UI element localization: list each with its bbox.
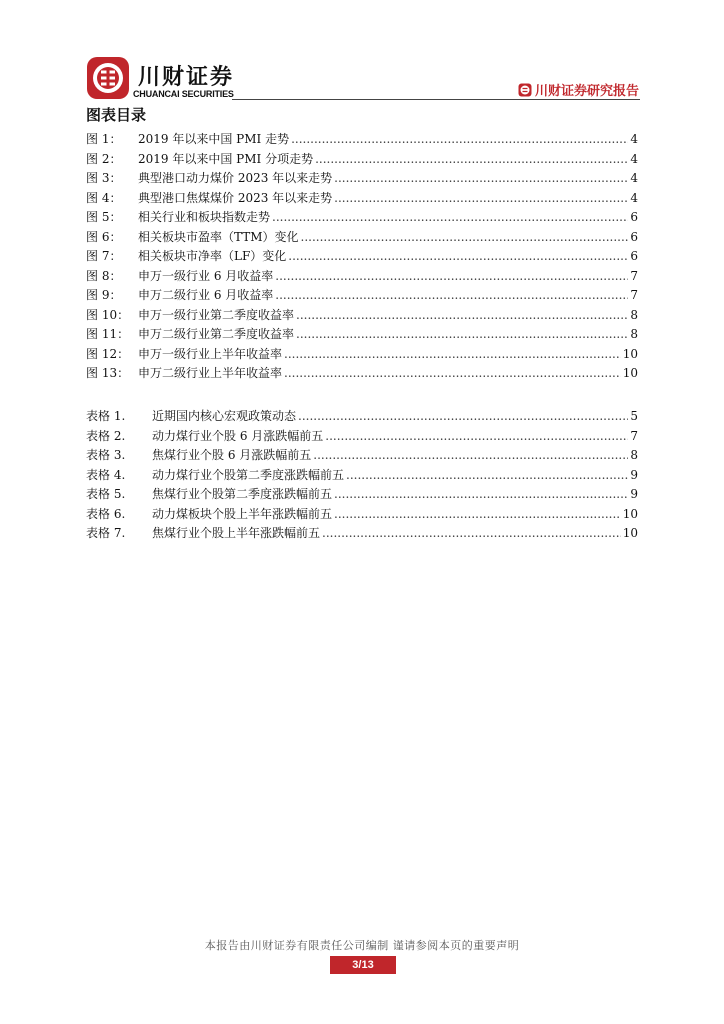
page-number: 4: [630, 132, 638, 146]
page-number: 6: [630, 210, 638, 224]
page-number: 4: [630, 171, 638, 185]
dot-leader: [275, 267, 628, 285]
figure-toc-entry[interactable]: [86, 228, 638, 246]
figure-title: 申万二级行业第二季度收益率: [138, 327, 295, 341]
dot-leader: [284, 364, 621, 382]
page-number: 9: [630, 467, 638, 482]
figure-title: 2019 年以来中国 PMI 走势: [138, 132, 290, 146]
figure-toc-entry[interactable]: [86, 364, 638, 382]
figure-toc-entry[interactable]: [86, 325, 638, 343]
figure-title: 申万一级行业第二季度收益率: [138, 307, 295, 322]
report-label-text: 川财证券研究报告: [534, 84, 639, 99]
page-number: 10: [622, 366, 638, 380]
table-toc-entry[interactable]: [86, 427, 638, 445]
figure-title: 申万一级行业 6 月收益率: [138, 268, 274, 283]
figure-number: 图 4：: [86, 190, 122, 205]
table-title: 近期国内核心宏观政策动态: [152, 409, 297, 423]
dot-leader: [313, 446, 628, 464]
table-number: 表格 7.: [86, 526, 126, 540]
dot-leader: [334, 169, 628, 187]
figure-number: 图 6：: [86, 229, 122, 244]
brand-name-cn: 川财证券: [138, 65, 235, 90]
table-title: 焦煤行业个股第二季度涨跌幅前五: [152, 487, 333, 501]
dot-leader: [301, 228, 628, 246]
page-number: 4: [630, 190, 638, 205]
dot-leader: [315, 150, 628, 168]
figure-toc-entry[interactable]: [86, 286, 638, 304]
page-number: 7: [630, 428, 638, 443]
figure-title: 相关行业和板块指数走势: [138, 210, 271, 224]
figure-title: 申万二级行业 6 月收益率: [138, 288, 274, 302]
chuancai-mini-logo-icon: [518, 83, 532, 97]
figure-title: 典型港口动力煤价 2023 年以来走势: [138, 171, 333, 185]
dot-leader: [334, 505, 621, 523]
dot-leader: [296, 306, 628, 324]
dot-leader: [334, 485, 628, 503]
figure-toc-entry[interactable]: [86, 345, 638, 363]
table-number: 表格 1.: [86, 409, 126, 423]
table-title: 动力煤板块个股上半年涨跌幅前五: [152, 506, 333, 521]
figure-title: 申万二级行业上半年收益率: [138, 366, 283, 380]
figure-title: 2019 年以来中国 PMI 分项走势: [138, 151, 314, 166]
report-label: [518, 80, 639, 99]
figure-toc-entry[interactable]: [86, 150, 638, 168]
figure-toc-entry[interactable]: [86, 130, 638, 148]
dot-leader: [275, 286, 628, 304]
figure-title: 典型港口焦煤煤价 2023 年以来走势: [138, 190, 333, 205]
figure-number: 图 11：: [86, 327, 130, 341]
table-title: 动力煤行业个股 6 月涨跌幅前五: [152, 428, 324, 443]
page-number: 8: [630, 307, 638, 322]
table-toc-entry[interactable]: [86, 466, 638, 484]
figure-number: 图 8：: [86, 268, 122, 283]
header-divider: [232, 99, 640, 100]
chuancai-logo-icon: [86, 56, 130, 100]
table-toc-entry[interactable]: [86, 407, 638, 425]
dot-leader: [325, 427, 628, 445]
dot-leader: [291, 130, 628, 148]
page-number: 8: [630, 327, 638, 341]
table-title: 焦煤行业个股上半年涨跌幅前五: [152, 526, 321, 540]
dot-leader: [272, 208, 628, 226]
figure-toc-entry[interactable]: [86, 189, 638, 207]
page-number: 8: [630, 448, 638, 462]
figure-title: 申万一级行业上半年收益率: [138, 346, 283, 361]
table-title: 焦煤行业个股 6 月涨跌幅前五: [152, 448, 312, 462]
figure-number: 图 7：: [86, 249, 122, 263]
dot-leader: [288, 247, 628, 265]
dot-leader: [334, 189, 628, 207]
page-number: 6: [630, 249, 638, 263]
page-indicator: 3/13: [330, 956, 396, 974]
page-number: 10: [622, 346, 638, 361]
table-toc-entry[interactable]: [86, 485, 638, 503]
page-number: 6: [630, 229, 638, 244]
figure-toc-entry[interactable]: [86, 267, 638, 285]
figure-number: 图 10：: [86, 307, 130, 322]
figure-toc-entry[interactable]: [86, 306, 638, 324]
brand-name-en: CHUANCAI SECURITIES: [133, 89, 234, 99]
table-toc-entry[interactable]: [86, 446, 638, 464]
figure-number: 图 2：: [86, 151, 122, 166]
page-number: 5: [630, 409, 638, 423]
figure-number: 图 3：: [86, 171, 122, 185]
dot-leader: [296, 325, 628, 343]
figure-number: 图 13：: [86, 366, 130, 380]
table-number: 表格 2.: [86, 428, 126, 443]
table-number: 表格 3.: [86, 448, 126, 462]
figure-number: 图 12：: [86, 346, 130, 361]
page-number: 9: [630, 487, 638, 501]
page-number: 10: [622, 506, 638, 521]
figure-title: 相关板块市盈率（TTM）变化: [138, 229, 299, 244]
dot-leader: [346, 466, 628, 484]
figure-number: 图 5：: [86, 210, 122, 224]
table-toc-entry[interactable]: [86, 524, 638, 542]
table-number: 表格 5.: [86, 487, 126, 501]
figure-toc-entry[interactable]: [86, 247, 638, 265]
dot-leader: [284, 345, 621, 363]
figure-number: 图 1：: [86, 132, 122, 146]
section-title: 图表目录: [86, 106, 147, 124]
page-number: 7: [630, 268, 638, 283]
dot-leader: [298, 407, 628, 425]
table-number: 表格 6.: [86, 506, 126, 521]
table-number: 表格 4.: [86, 467, 126, 482]
figure-toc-entry[interactable]: [86, 208, 638, 226]
page-number: 4: [630, 151, 638, 166]
figure-title: 相关板块市净率（LF）变化: [138, 249, 287, 263]
page-number: 10: [622, 526, 638, 540]
figure-number: 图 9：: [86, 288, 122, 302]
table-title: 动力煤行业个股第二季度涨跌幅前五: [152, 467, 345, 482]
table-toc-entry[interactable]: [86, 505, 638, 523]
dot-leader: [322, 524, 621, 542]
page-number: 7: [630, 288, 638, 302]
figure-toc-entry[interactable]: [86, 169, 638, 187]
footer-disclaimer: 本报告由川财证券有限责任公司编制 谨请参阅本页的重要声明: [204, 939, 520, 952]
